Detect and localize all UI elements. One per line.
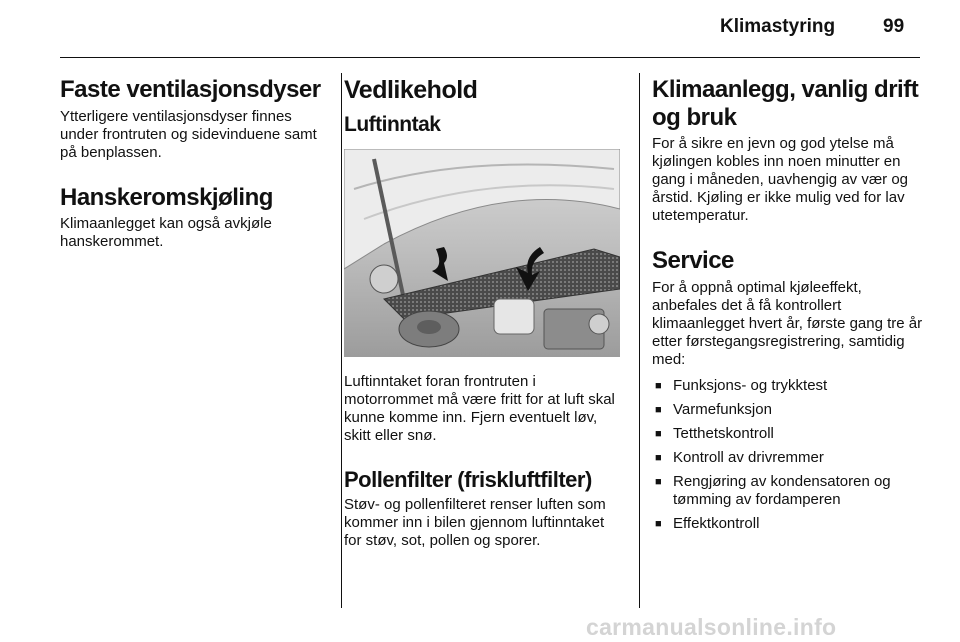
- heading-faste-ventilasjonsdyser: Faste ventilasjonsdyser: [60, 76, 321, 103]
- list-item: ■ Effektkontroll: [652, 515, 924, 533]
- header-rule: [60, 57, 920, 58]
- page-header-title: Klimastyring: [720, 16, 836, 37]
- page-number: 99: [883, 16, 905, 37]
- paragraph-service: For å oppnå optimal kjøleeffekt, anbefales det å få kontrollert klimaanlegget hvert år, første gang tre år etter førstegangsregistrering, samtidig med:: [652, 278, 923, 368]
- engine-bay-air-intake-photo: [344, 149, 620, 357]
- list-item: ■ Kontroll av drivremmer: [652, 449, 924, 467]
- column-divider-1: [341, 73, 342, 608]
- paragraph-luftinntak: Luftinntaket foran frontruten i motorrommet må være fritt for at luft skal kunne komme inn. Fjern eventuelt løv, skitt eller snø.: [344, 372, 615, 444]
- column-3: [652, 76, 924, 539]
- paragraph-hanskeromskjoling: Klimaanlegget kan også avkjøle hanskerommet.: [60, 215, 272, 251]
- subheading-luftinntak: Luftinntak: [344, 112, 441, 136]
- paragraph-ventilasjonsdyser: Ytterligere ventilasjonsdyser finnes under frontruten og sidevinduene samt på benplassen.: [60, 107, 317, 161]
- heading-service: Service: [652, 247, 734, 275]
- heading-hanskeromskjoling: Hanskeromskjøling: [60, 183, 273, 211]
- subheading-pollenfilter: Pollenfilter (friskluftfilter): [344, 466, 592, 492]
- list-item: ■ Varmefunksjon: [652, 401, 924, 419]
- column-2: [344, 76, 624, 550]
- list-item: ■ Tetthetskontroll: [652, 425, 924, 443]
- column-divider-2: [639, 73, 640, 608]
- watermark: carmanualsonline.info: [586, 614, 837, 640]
- service-checklist: [652, 377, 924, 533]
- list-item: ■ Rengjøring av kondensatoren og tømming av fordamperen: [652, 473, 924, 509]
- heading-vedlikehold: Vedlikehold: [344, 76, 478, 104]
- paragraph-klimaanlegg: For å sikre en jevn og god ytelse må kjølingen kobles inn noen minutter en gang i måneden, uavhengig av vær og årstid. Kjøling er ikke mulig ved for lav utetemperatur.: [652, 135, 909, 225]
- column-1: [60, 76, 334, 251]
- heading-klimaanlegg: Klimaanlegg, vanlig drift og bruk: [652, 76, 919, 131]
- paragraph-pollenfilter: Støv- og pollenfilteret renser luften som kommer inn i bilen gjennom luftinntaket for støv, sot, pollen og sporer.: [344, 496, 606, 550]
- list-item: ■ Funksjons- og trykktest: [652, 377, 924, 395]
